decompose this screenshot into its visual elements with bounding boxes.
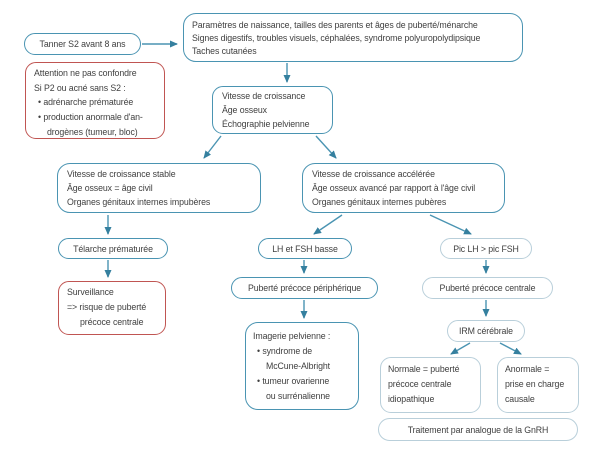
node-parametres-line: Signes digestifs, troubles visuels, céphalées, syndrome polyuropolydipsique [192, 33, 481, 44]
arrow-irm-to-anormale [500, 343, 521, 354]
node-anormale-line: Anormale = [505, 364, 550, 374]
node-puberte-peripherique [231, 277, 378, 299]
node-puberte-centrale-label: Puberté précoce centrale [439, 283, 536, 293]
node-croissance-stable [57, 163, 261, 213]
node-irm-cerebrale-label: IRM cérébrale [459, 326, 513, 336]
node-surveillance-line: => risque de puberté [67, 301, 147, 312]
node-tanner [24, 33, 141, 55]
node-traitement-gnrh [378, 418, 578, 441]
node-surveillance-line: précoce centrale [80, 316, 144, 327]
node-parametres-line: Taches cutanées [192, 46, 257, 57]
node-attention-bullet: • production anormale d'an- [38, 112, 143, 123]
node-parametres [183, 13, 523, 62]
arrow-vitesse-to-stable [204, 136, 221, 158]
node-imagerie-line: McCune-Albright [266, 361, 331, 371]
node-attention-line: Si P2 ou acné sans S2 : [34, 82, 126, 93]
node-anormale-line: prise en charge [505, 379, 565, 390]
node-puberte-peripherique-label: Puberté précoce périphérique [247, 283, 362, 293]
node-croissance-stable-line: Vitesse de croissance stable [67, 169, 176, 179]
node-imagerie-bullet: • tumeur ovarienne [257, 376, 330, 386]
node-attention [25, 62, 165, 139]
node-imagerie-line: Imagerie pelvienne : [253, 331, 331, 341]
node-traitement-gnrh-label: Traitement par analogue de la GnRH [407, 424, 549, 435]
node-croissance-stable-line: Âge osseux = âge civil [67, 183, 153, 194]
node-vitesse-line: Échographie pelvienne [222, 118, 310, 129]
node-attention-line: Attention ne pas confondre [34, 68, 137, 78]
node-vitesse-croissance [212, 86, 333, 134]
node-lh-fsh-basse [258, 238, 352, 259]
node-croissance-acceleree-line: Organes génitaux internes pubères [312, 197, 447, 208]
node-surveillance-line: Surveillance [67, 287, 114, 297]
node-attention-bullet: • adrénarche prématurée [38, 97, 134, 108]
node-telarche-label: Télarche prématurée [73, 243, 153, 254]
node-surveillance [58, 281, 166, 335]
node-anormale [497, 357, 579, 413]
node-pic-lh [440, 238, 532, 259]
node-normale-line: précoce centrale [388, 379, 452, 390]
node-normale-line: Normale = puberté [388, 364, 460, 374]
node-imagerie-bullet: • syndrome de [257, 346, 313, 356]
node-croissance-acceleree-line: Vitesse de croissance accélérée [312, 169, 435, 179]
node-imagerie-pelvienne [245, 322, 359, 410]
node-croissance-stable-line: Organes génitaux internes impubères [67, 197, 211, 208]
node-puberte-centrale [422, 277, 553, 299]
arrow-acceleree-to-piclh [430, 215, 471, 234]
arrow-acceleree-to-lhfsh [314, 215, 342, 234]
node-vitesse-line: Vitesse de croissance [222, 91, 306, 101]
node-tanner-label: Tanner S2 avant 8 ans [39, 39, 126, 49]
node-telarche [58, 238, 168, 259]
node-vitesse-line: Âge osseux [222, 104, 267, 115]
node-attention-line: drogènes (tumeur, bloc) [47, 126, 138, 137]
node-parametres-line: Paramètres de naissance, tailles des parents et âges de puberté/ménarche [192, 20, 478, 30]
node-irm-cerebrale [447, 320, 525, 342]
node-croissance-acceleree [302, 163, 505, 213]
node-normale [380, 357, 481, 413]
node-pic-lh-label: Pic LH > pic FSH [453, 243, 519, 254]
node-normale-line: idiopathique [388, 394, 435, 405]
node-lh-fsh-basse-label: LH et FSH basse [272, 243, 338, 254]
arrow-irm-to-normale [451, 343, 470, 354]
node-imagerie-line: ou surrénalienne [266, 391, 330, 401]
node-anormale-line: causale [505, 394, 535, 405]
node-croissance-acceleree-line: Âge osseux avancé par rapport à l'âge civil [312, 183, 476, 194]
arrow-vitesse-to-acceleree [316, 136, 336, 158]
